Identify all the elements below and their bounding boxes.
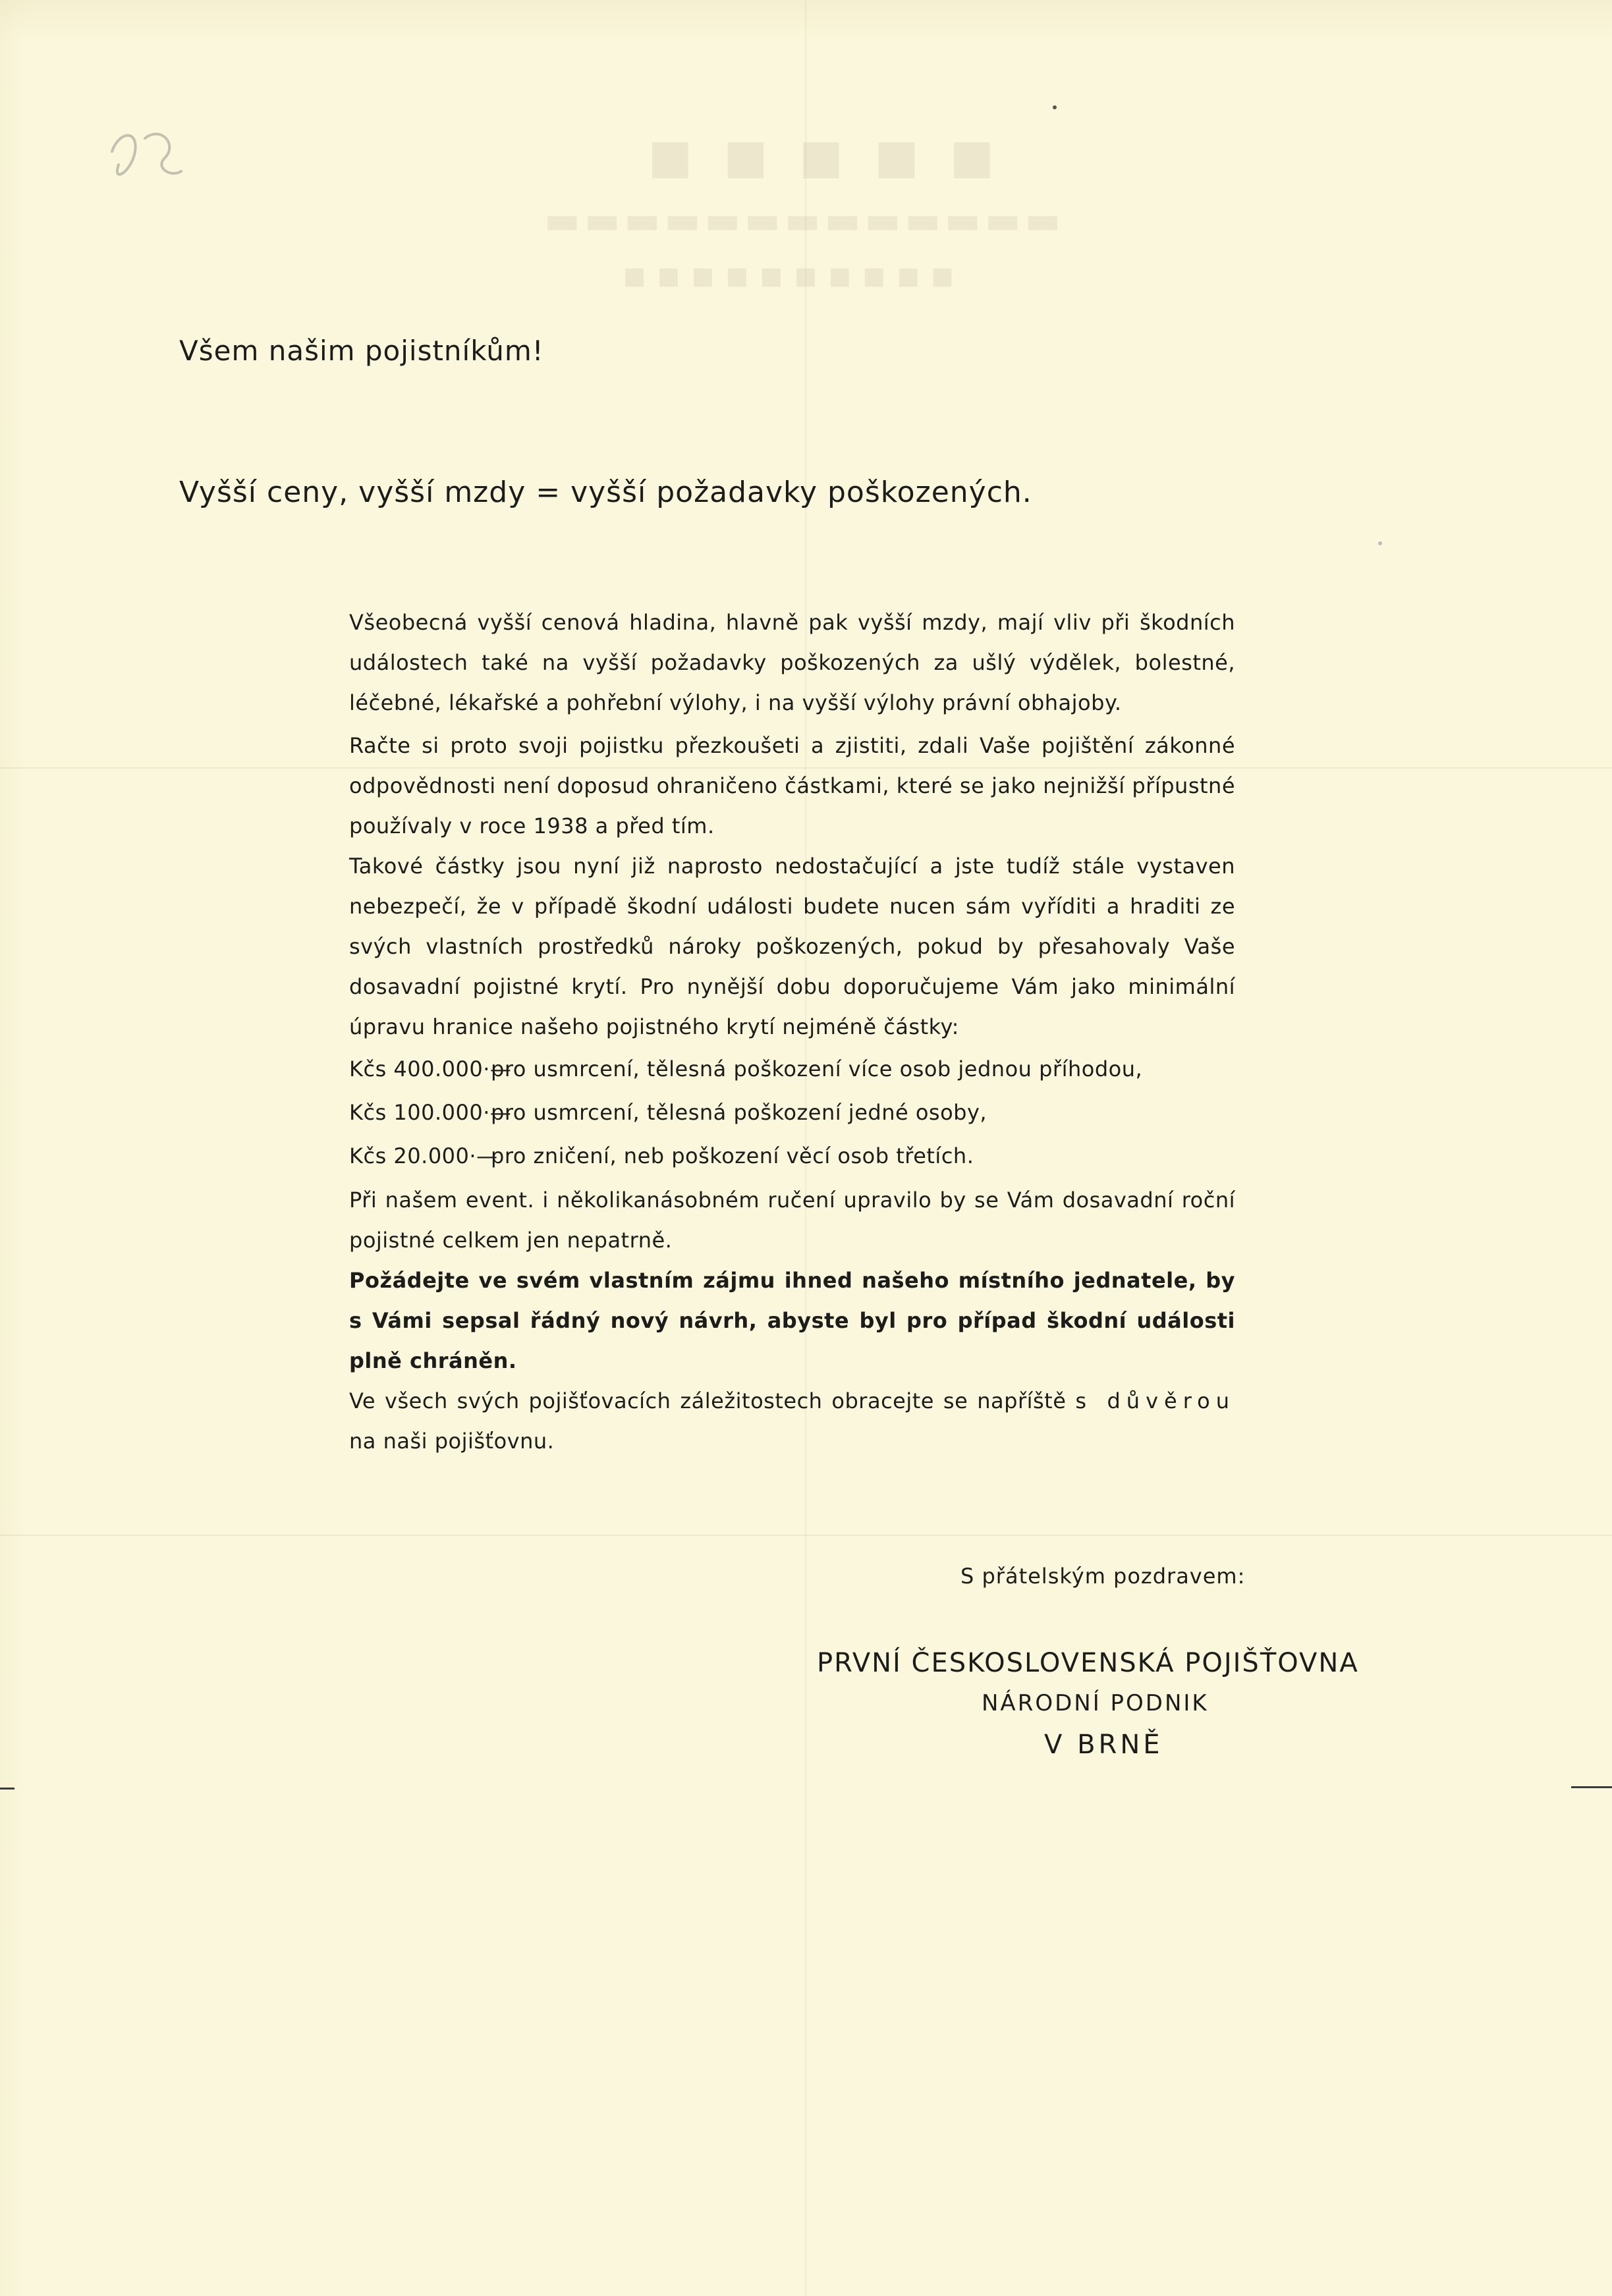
trust-text-start: Ve všech svých pojišťovacích záležitostech obracejte se napříště [349, 1388, 1067, 1413]
paragraph-premium-change: Při našem event. i několikanásobném ručení upravilo by se Vám dosavadní roční pojistné celkem jen nepatrně. [349, 1188, 1235, 1253]
amount-row [349, 1134, 1235, 1178]
amount-value: Kčs 100.000·— [349, 1100, 512, 1125]
signature-subtitle: NÁRODNÍ PODNIK [982, 1690, 1209, 1716]
amount-value: Kčs 400.000·— [349, 1056, 512, 1081]
paragraph-trust [349, 1381, 1235, 1462]
letter-body [349, 603, 1235, 1462]
paragraph-check-policy: Račte si proto svoji pojistku přezkoušeti a zjistiti, zdali Vaše pojištění zákonné odpovědnosti není doposud ohraničeno částkami, které se jako nejnižší přípustné používaly v roce 1938 a před tím. [349, 733, 1235, 838]
signature-company: PRVNÍ ČESKOSLOVENSKÁ POJIŠŤOVNA [817, 1648, 1359, 1678]
amount-description: pro usmrcení, tělesná poškození jedné osoby, [491, 1100, 987, 1125]
amount-row [349, 1091, 1235, 1134]
speck [1053, 105, 1057, 109]
amount-row [349, 1047, 1235, 1091]
show-through-mark: ▬▬▬▬▬▬▬▬▬▬▬▬▬ [540, 198, 1061, 242]
trust-text-spaced: s důvěrou [1075, 1388, 1235, 1413]
paragraph-bold-request: Požádejte ve svém vlastním zájmu ihned našeho místního jednatele, by s Vámi sepsal řádný nový návrh, abyste byl pro případ škodní události plně chráněn. [349, 1268, 1235, 1373]
edge-mark [0, 1788, 14, 1790]
closing-salutation: S přátelským pozdravem: [960, 1564, 1246, 1589]
amount-description: pro usmrcení, tělesná poškození více osob jednou příhodou, [491, 1056, 1143, 1081]
edge-mark [1571, 1786, 1612, 1788]
pencil-scribble-icon [99, 112, 191, 198]
signature-city: V BRNĚ [1044, 1730, 1163, 1760]
show-through-mark: ▪▪▪▪▪▪▪▪▪▪ [613, 254, 955, 296]
greeting: Všem našim pojistníkům! [179, 335, 544, 367]
trust-text-end: na naši pojišťovnu. [349, 1429, 555, 1454]
show-through-mark: ▪▪▪▪▪ [619, 112, 997, 196]
amount-description: pro zničení, neb poškození věcí osob třetích. [491, 1143, 974, 1168]
amount-value: Kčs 20.000·— [349, 1143, 498, 1168]
headline: Vyšší ceny, vyšší mzdy = vyšší požadavky poškozených. [179, 476, 1032, 509]
paragraph-price-level: Všeobecná vyšší cenová hladina, hlavně pak vyšší mzdy, mají vliv při škodních událostech také na vyšší požadavky poškozených za ušlý výdělek, bolestné, léčebné, lékařské a pohřební výlohy, i na vyšší výlohy právní obhajoby. [349, 610, 1235, 715]
paragraph-insufficient-amounts: Takové částky jsou nyní již naprosto nedostačující a jste tudíž stále vystaven nebezpečí, že v případě škodní události budete nucen sám vyříditi a hraditi ze svých vlastních prostředků nároky poškozených, pokud by přesahovaly Vaše dosavadní pojistné krytí. Pro nynější dobu doporučujeme Vám jako minimální úpravu hranice našeho pojistného krytí nejméně částky: [349, 854, 1235, 1039]
speck [1378, 541, 1382, 545]
